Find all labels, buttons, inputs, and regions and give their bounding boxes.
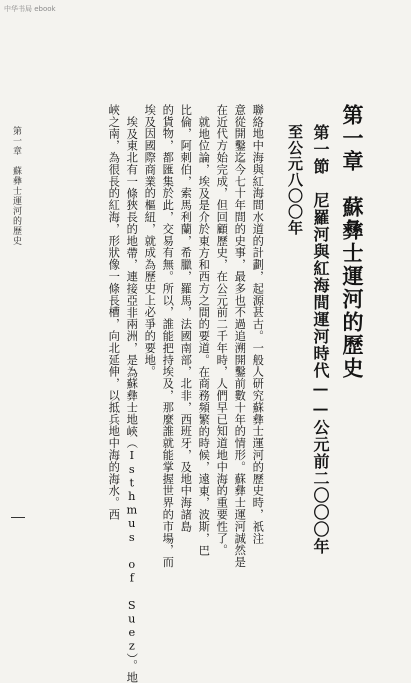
page-number [11,517,25,518]
section-subtitle: 至公元八〇〇年 [286,124,304,236]
chapter-title: 第一章 蘇彝士運河的歷史 [340,104,365,380]
body-line: 比倫，阿刺伯，索馬利蘭，希臘，羅馬，法國南部，北非，西班牙，及地中海諸島 [179,104,193,533]
running-header: 第一章 蘇彝士運河的歷史 [11,126,21,246]
watermark: 中华书局 ebook [4,5,56,13]
body-line: 意從開鑿迄今七十年間的史事，最多也不過追溯開鑿前數十年的情形。蘇彝士運河誠然是 [233,104,247,569]
body-line: 在近代方始完成，但回顧歷史，在公元前二千年時，人們早已知道地中海的重要性了。 [215,104,229,557]
section-title: 第一節 尼羅河與紅海間運河時代——公元前二〇〇〇年 [311,124,330,555]
body-line: 就地位論，埃及是介於東方和西方之間的要道。在商務頻繁的時候，遠東，波斯，巴 [197,116,211,557]
body-line: 峽之南，為很長的紅海，形狀像一條長槽，向北延伸，以抵兵地中海的海水。西 [107,104,121,521]
body-line: 的貨物，都匯集於此，交易有無。所以，誰能把持埃及，那麼誰就能掌握世界的市場，而 [161,104,175,569]
body-line: 埃及因國際商業的樞紐，就成為歷史上必爭的要地。 [143,104,157,378]
body-line: 埃及東北有一條狹長的地帶，連接亞非兩洲，是為蘇彝士地峽（Isthmus of Suez）。地 [125,116,139,683]
body-line: 聯絡地中海與紅海間水道的計劃，起源甚古。一般人研究蘇彝士運河的歷史時，祇注 [251,104,265,545]
